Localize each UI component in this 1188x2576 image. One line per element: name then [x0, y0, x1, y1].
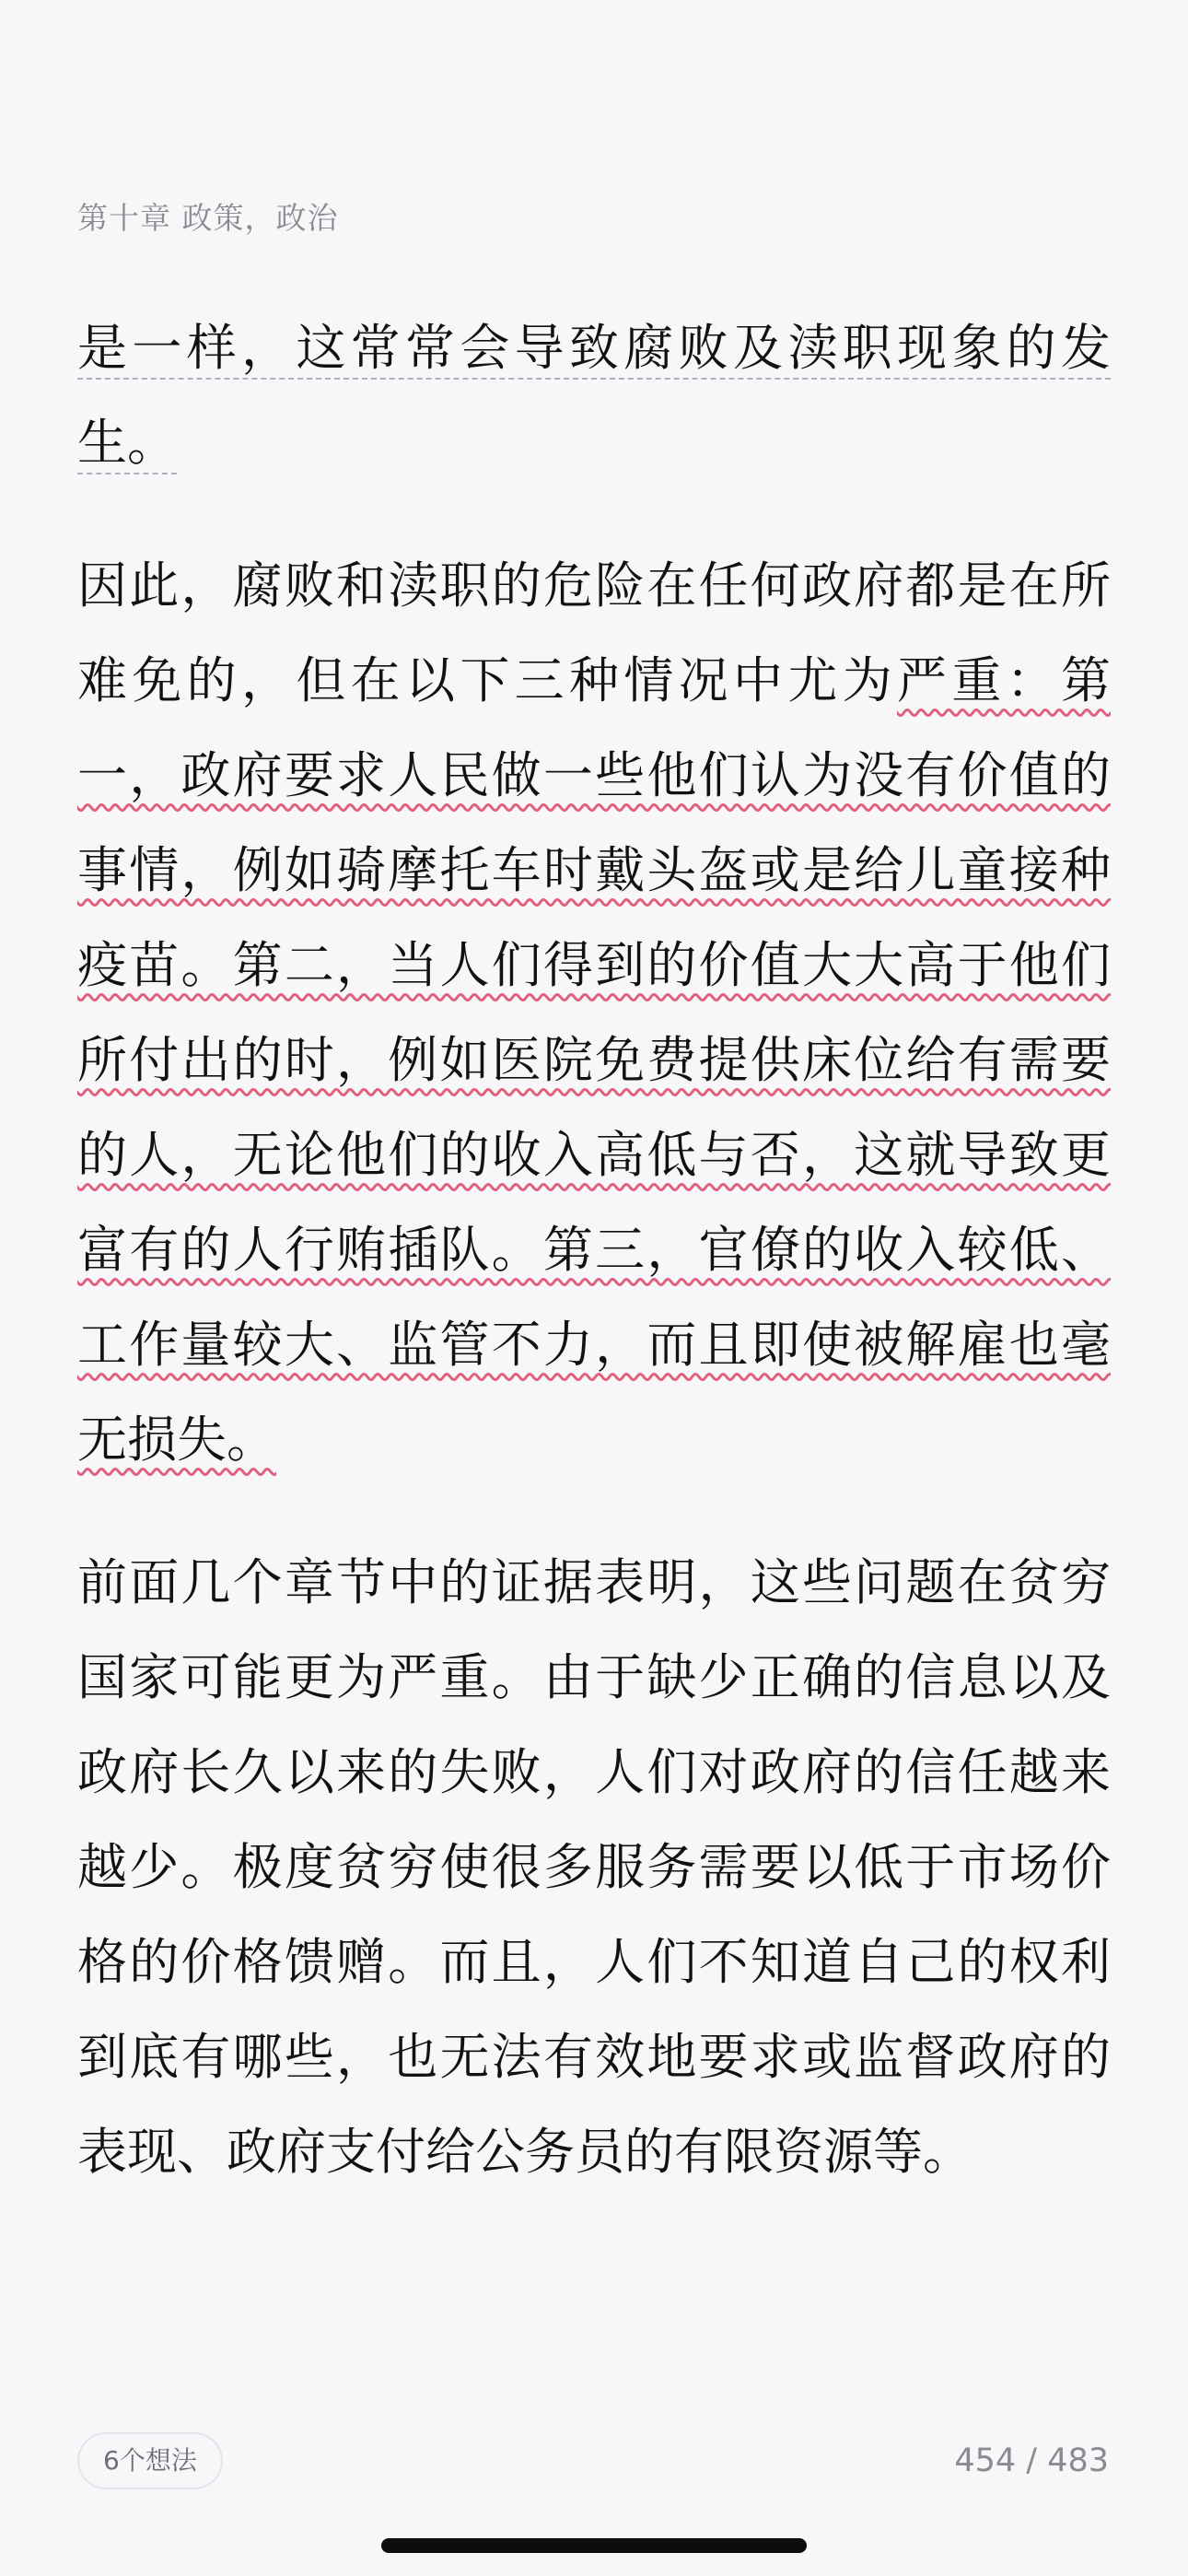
thoughts-button[interactable]: 6个想法 [77, 2432, 223, 2489]
home-indicator[interactable] [381, 2538, 807, 2553]
paragraph-2-plain: 因此，腐败和渎职的危险在任何政府都是在所难免的，但在以下三种情况中尤为 [77, 556, 1111, 709]
page-indicator: 454 / 483 [954, 2442, 1109, 2479]
chapter-title: 第十章 政策，政治 [77, 200, 339, 236]
paragraph-3[interactable]: 前面几个章节中的证据表明，这些问题在贫穷国家可能更为严重。由于缺少正确的信息以及政府长久以来的失败，人们对政府的信任越来越少。极度贫穷使很多服务需要以低于市场价格的价格馈赠。而且，人们不知道自己的权利到底有哪些，也无法有效地要求或监督政府的表现、政府支付给公务员的有限资源等。 [77, 1553, 1111, 2181]
wavy-underline-highlight[interactable]: 严重：第一，政府要求人民做一些他们认为没有价值的事情，例如骑摩托车时戴头盔或是给儿童接种疫苗。第二，当人们得到的价值大大高于他们所付出的时，例如医院免费提供床位给有需要的人，无论他们的收入高低与否，这就导致更富有的人行贿插队。第三，官僚的收入较低、工作量较大、监管不力，而且即使被解雇也毫无损失。 [77, 651, 1111, 1469]
reading-content [77, 300, 1111, 2199]
dotted-annotation[interactable]: 是一样，这常常会导致腐败及渎职现象的发生。 [77, 319, 1111, 472]
paragraph-1[interactable] [77, 300, 1111, 490]
paragraph-2[interactable] [77, 538, 1111, 1487]
